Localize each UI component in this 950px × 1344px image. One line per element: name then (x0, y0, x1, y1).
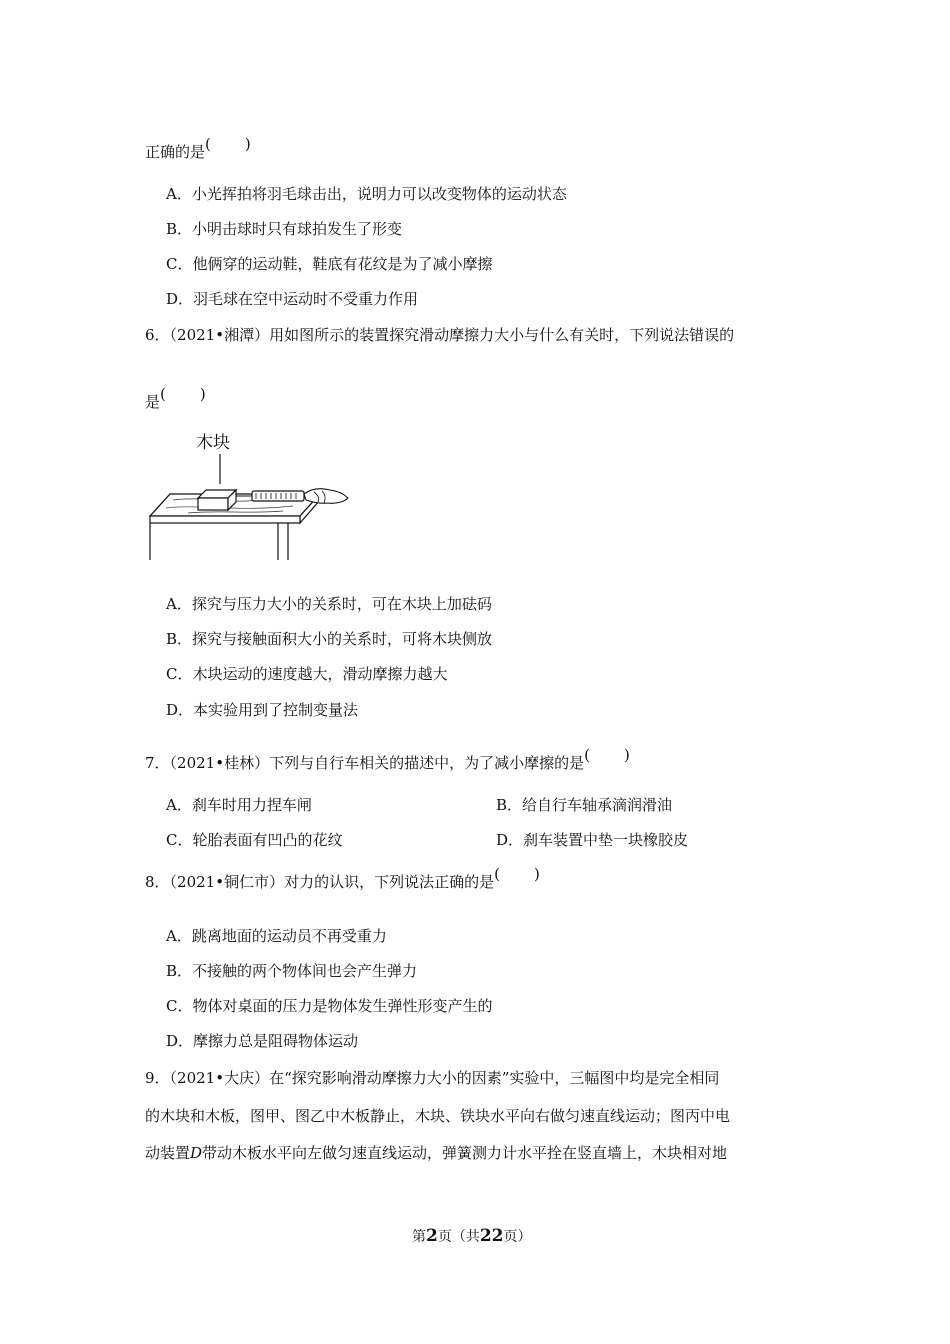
total-pages: 22 (479, 1226, 504, 1246)
q5-tail-text: 正确的是 (145, 143, 206, 161)
q6-option-c: C．木块运动的速度越大，滑动摩擦力越大 (166, 665, 448, 683)
q8-option-c: C．物体对桌面的压力是物体发生弹性形变产生的 (166, 997, 493, 1015)
q9-line1: 9．（2021•大庆）在“探究影响滑动摩擦力大小的因素”实验中，三幅图中均是完全相同 (145, 1069, 720, 1087)
answer-blank: ( ) (160, 385, 206, 403)
page-footer: 第2页（共22页） (412, 1226, 532, 1246)
q8-option-a: A．跳离地面的运动员不再受重力 (166, 927, 387, 945)
answer-blank: ( ) (494, 865, 540, 883)
answer-blank: ( ) (584, 746, 630, 764)
q6-number: 6． (145, 326, 170, 344)
q6-option-a: A．探究与压力大小的关系时，可在木块上加砝码 (166, 595, 492, 613)
q7-option-a: A．刹车时用力捏车闸 (166, 796, 312, 814)
q6-option-d: D．本实验用到了控制变量法 (166, 701, 359, 719)
q6-option-b: B．探究与接触面积大小的关系时，可将木块侧放 (166, 630, 493, 648)
q8-stem: 8．（2021•铜仁市）对力的认识，下列说法正确的是( ) (145, 865, 540, 891)
figure-label: 木块 (196, 433, 230, 452)
wooden-block (198, 498, 228, 510)
q5-option-d: D．羽毛球在空中运动时不受重力作用 (166, 290, 419, 308)
table-edge (150, 516, 300, 523)
hand-icon (304, 489, 348, 503)
q5-option-b: B．小明击球时只有球拍发生了形变 (166, 220, 403, 238)
q7-number: 7． (145, 754, 170, 772)
q6-stem-line1: 6．（2021•湘潭）用如图所示的装置探究滑动摩擦力大小与什么有关时，下列说法错误的 (145, 326, 735, 344)
answer-blank: ( ) (205, 135, 251, 153)
q8-option-d: D．摩擦力总是阻碍物体运动 (166, 1032, 359, 1050)
q7-stem: 7．（2021•桂林）下列与自行车相关的描述中，为了减小摩擦的是( ) (145, 746, 630, 772)
q9-line2: 的木块和木板，图甲、图乙中木板静止，木块、铁块水平向右做匀速直线运动；图丙中电 (145, 1107, 731, 1125)
q5-option-c: C．他俩穿的运动鞋，鞋底有花纹是为了减小摩擦 (166, 255, 493, 273)
page-number: 2 (426, 1226, 438, 1246)
q8-option-b: B．不接触的两个物体间也会产生弹力 (166, 962, 418, 980)
variable-d: D (190, 1144, 203, 1162)
q7-option-b: B．给自行车轴承滴润滑油 (496, 796, 673, 814)
q5-tail (145, 135, 251, 162)
q9-line3: 动装置D带动木板水平向左做匀速直线运动，弹簧测力计水平拴在竖直墙上，木块相对地 (145, 1144, 728, 1162)
q5-option-a: A．小光挥拍将羽毛球击出，说明力可以改变物体的运动状态 (166, 185, 567, 203)
q8-number: 8． (145, 873, 170, 891)
q6-stem-line2: 是( ) (145, 385, 206, 411)
wooden-block-figure (148, 428, 358, 563)
q9-number: 9． (145, 1069, 170, 1087)
q7-option-c: C．轮胎表面有凹凸的花纹 (166, 831, 343, 849)
q7-option-d: D．刹车装置中垫一块橡胶皮 (496, 831, 689, 849)
